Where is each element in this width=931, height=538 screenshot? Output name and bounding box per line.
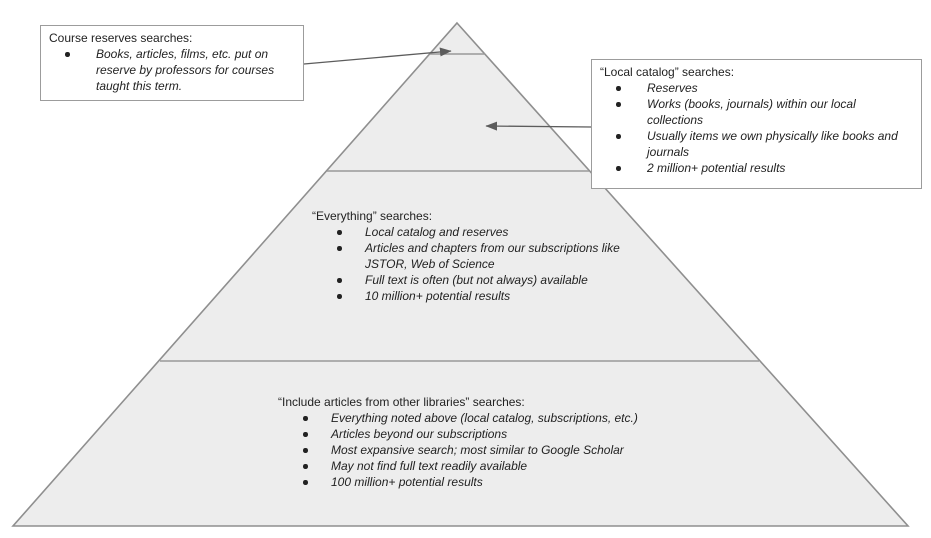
include-articles-bullet-list [278, 410, 710, 490]
bullet-item: Works (books, journals) within our local collections [600, 96, 913, 128]
course-reserves-bullet-list [49, 46, 295, 94]
course-reserves-callout [40, 25, 304, 101]
course-reserves-title: Course reserves searches: [49, 31, 193, 45]
include-articles-title: “Include articles from other libraries” searches: [278, 395, 525, 409]
local-catalog-title: “Local catalog” searches: [600, 65, 735, 79]
include-articles-tier-label [278, 394, 710, 490]
bullet-item: 10 million+ potential results [312, 288, 650, 304]
everything-bullet-list [312, 224, 650, 304]
bullet-item: Local catalog and reserves [312, 224, 650, 240]
everything-title: “Everything” searches: [312, 209, 433, 223]
bullet-item: Books, articles, films, etc. put on reserve by professors for courses taught this term. [49, 46, 295, 94]
bullet-item: Articles and chapters from our subscriptions like JSTOR, Web of Science [312, 240, 650, 272]
bullet-item: Usually items we own physically like books and journals [600, 128, 913, 160]
local-catalog-callout [591, 59, 922, 189]
bullet-item: 100 million+ potential results [278, 474, 710, 490]
bullet-item: May not find full text readily available [278, 458, 710, 474]
bullet-item: Most expansive search; most similar to Google Scholar [278, 442, 710, 458]
everything-tier-label [312, 208, 650, 304]
bullet-item: Everything noted above (local catalog, subscriptions, etc.) [278, 410, 710, 426]
local-catalog-bullet-list [600, 80, 913, 176]
bullet-item: 2 million+ potential results [600, 160, 913, 176]
bullet-item: Reserves [600, 80, 913, 96]
bullet-item: Articles beyond our subscriptions [278, 426, 710, 442]
bullet-item: Full text is often (but not always) available [312, 272, 650, 288]
